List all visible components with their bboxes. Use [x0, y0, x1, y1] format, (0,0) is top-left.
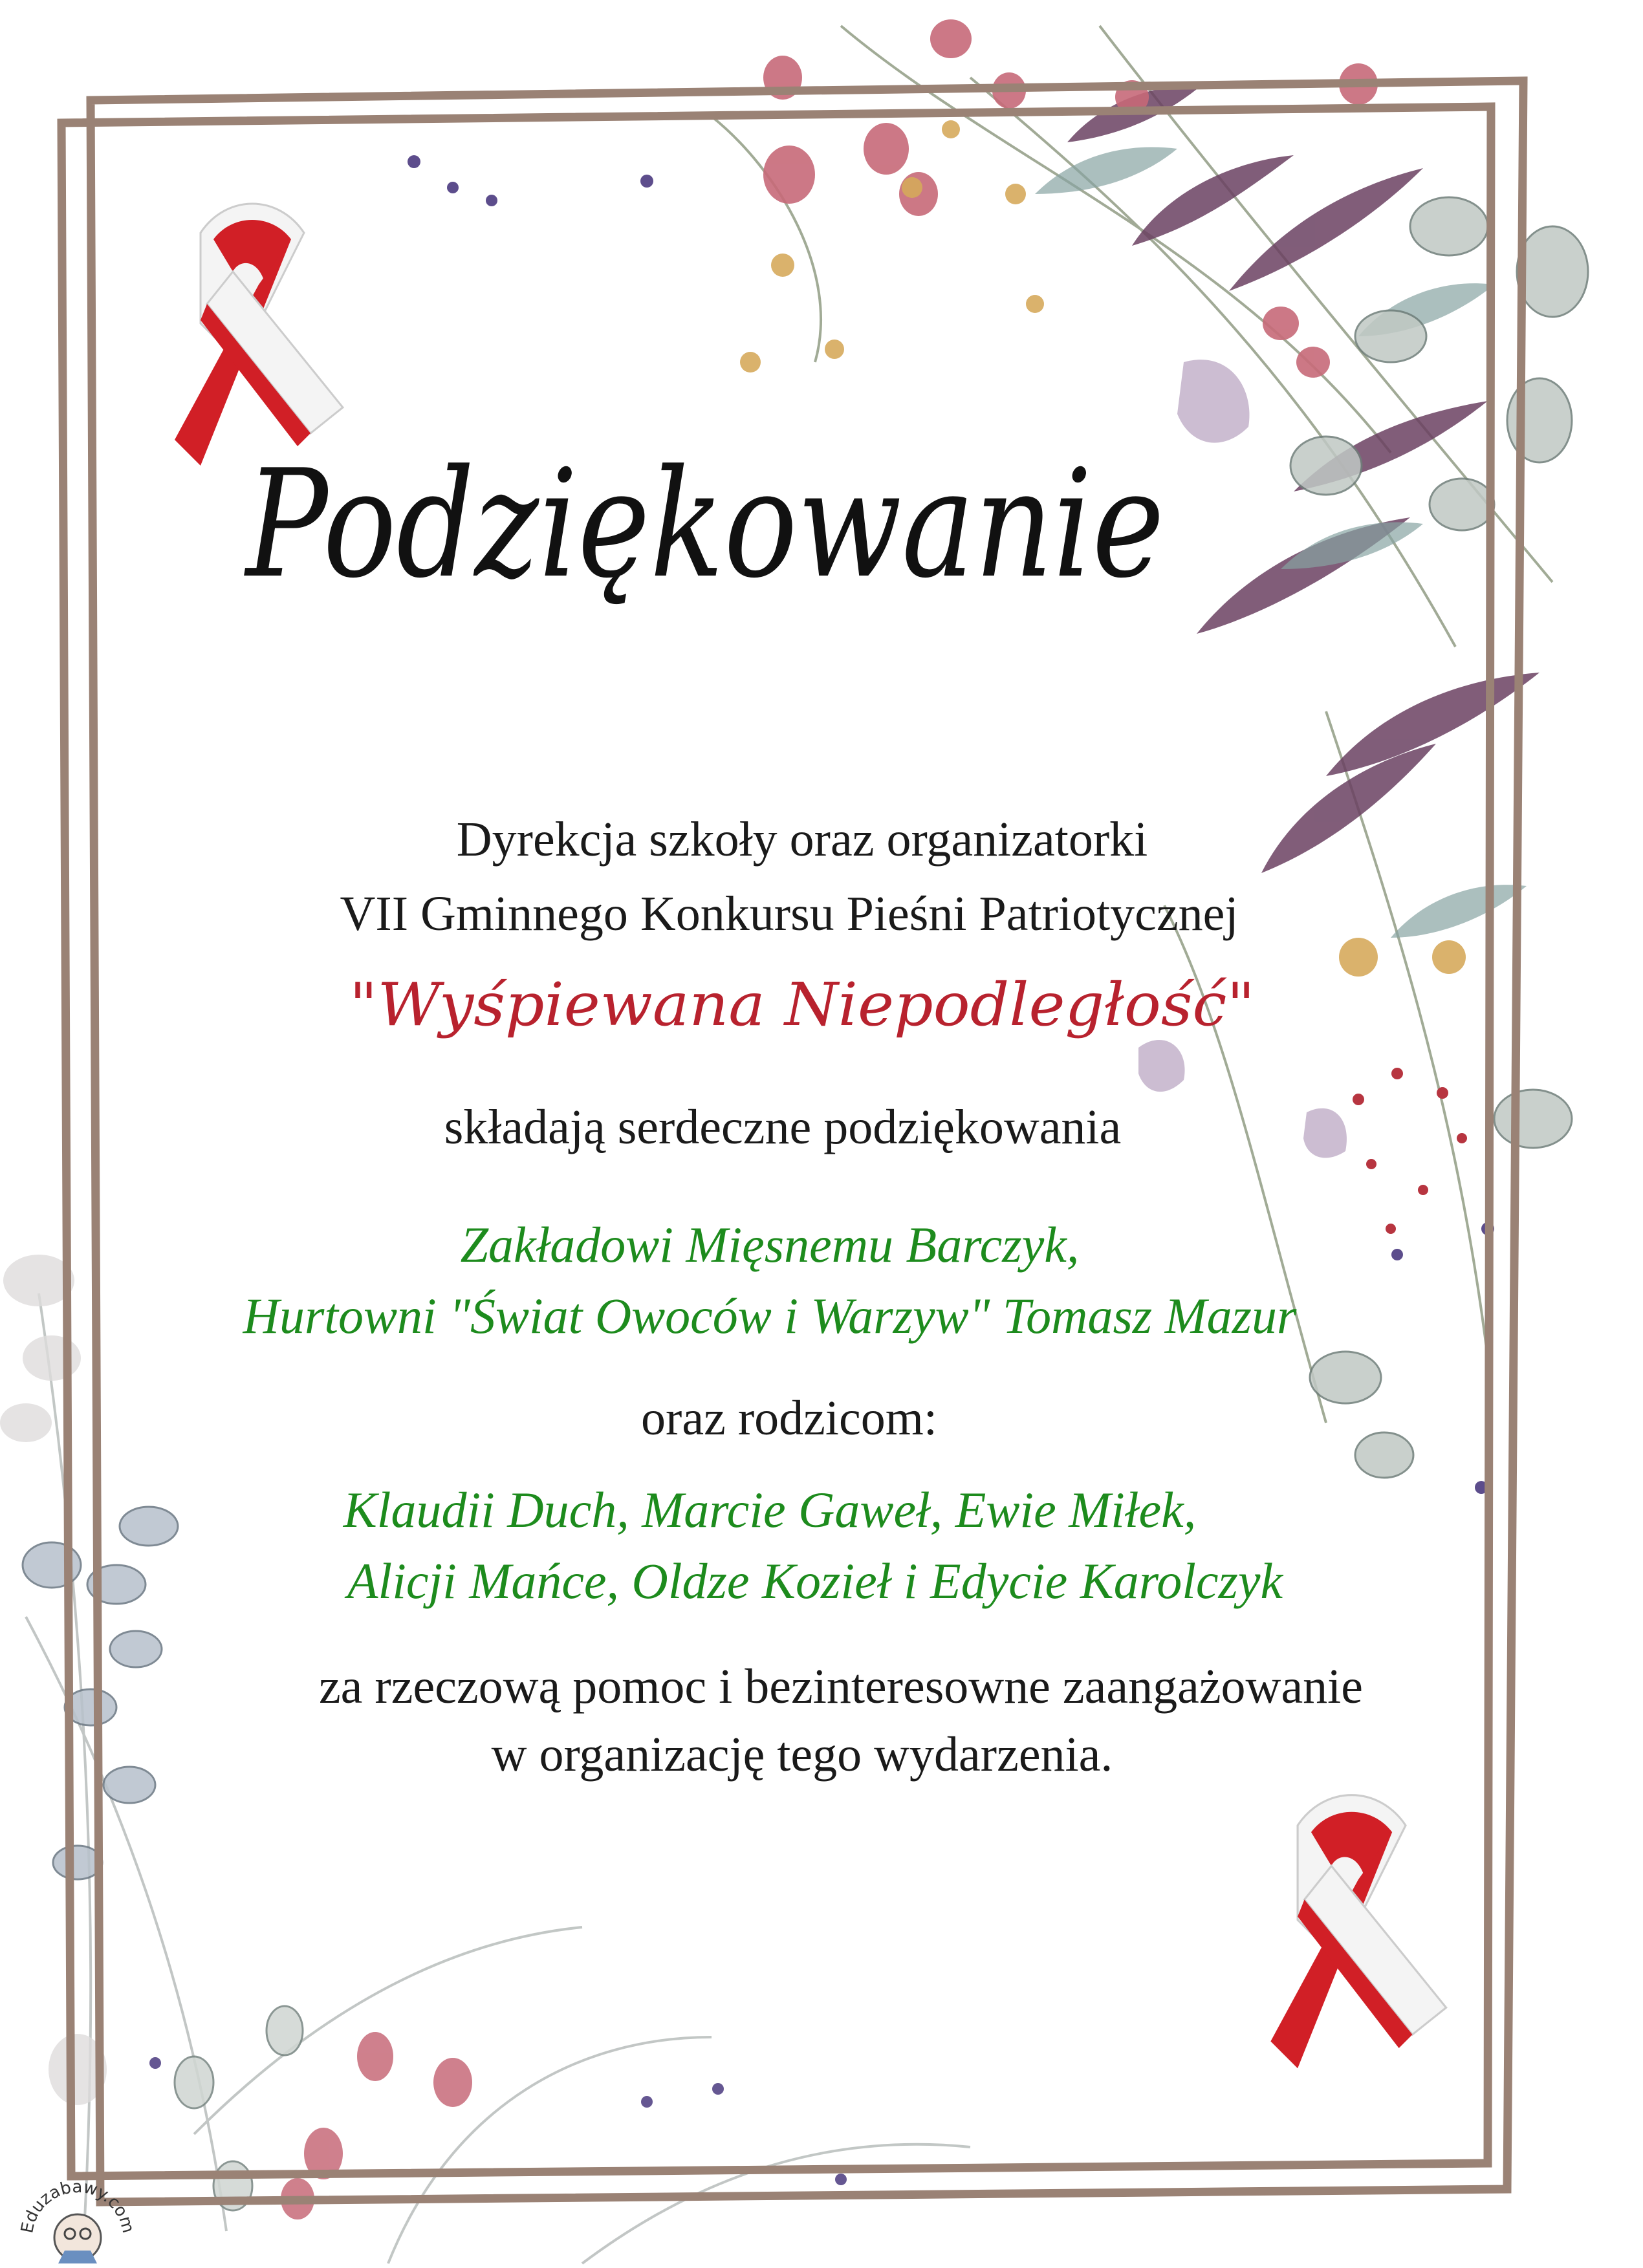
closing-line-2: w organizację tego wydarzenia. — [491, 1727, 1113, 1782]
parents-line-1: Klaudii Duch, Marcie Gaweł, Ewie Miłek, — [343, 1482, 1197, 1538]
thanks-line: składają serdeczne podziękowania — [444, 1100, 1122, 1154]
contest-name — [310, 954, 1294, 1057]
parents-line-2: Alicji Mańce, Oldze Kozieł i Edycie Karolczyk — [347, 1553, 1283, 1609]
closing-line-1: za rzeczową pomoc i bezinteresowne zaangażowanie — [318, 1659, 1364, 1714]
parents-intro: oraz rodzicom: — [641, 1391, 937, 1445]
page-title-text: Podziękowanie — [243, 438, 1165, 611]
sponsor-line-2: Hurtowni "Świat Owoców i Warzyw" Tomasz Mazur — [243, 1288, 1297, 1344]
page-title — [194, 414, 1216, 686]
contest-name-text: "Wyśpiewana Niepodległość" — [349, 970, 1255, 1039]
watermark-text: Eduzabawy.com — [17, 2177, 138, 2235]
polish-ribbon-icon — [1255, 1785, 1462, 2095]
intro-line-2: VII Gminnego Konkursu Pieśni Patriotycznej — [340, 887, 1239, 941]
intro-line-1: Dyrekcja szkoły oraz organizatorki — [456, 812, 1148, 867]
sponsor-line-1: Zakładowi Mięsnemu Barczyk, — [460, 1216, 1080, 1273]
eduzabawy-watermark — [13, 2154, 142, 2268]
